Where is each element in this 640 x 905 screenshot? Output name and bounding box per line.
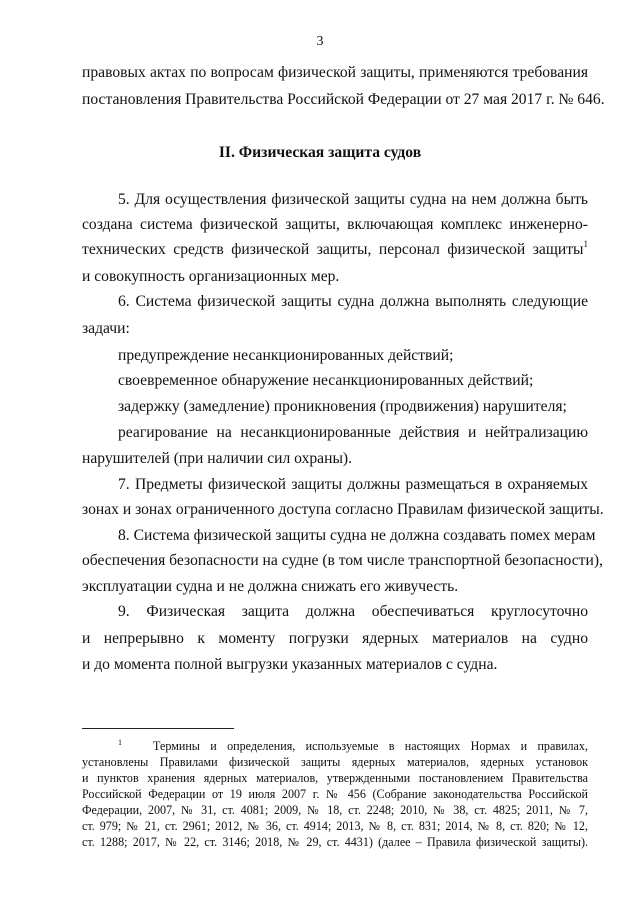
footnote-line-3: и пунктов хранения ядерных материалов, утвержденными постановлением Правительства [82, 771, 588, 785]
intro-line-1: правовых актах по вопросам физической защиты, применяются требования [82, 64, 588, 81]
footnote-line-5: Федерации, 2007, № 31, ст. 4081; 2009, № 18, ст. 2248; 2010, № 38, ст. 4825; 2011, № 7, [82, 803, 588, 817]
task-4-line-2: нарушителей (при наличии сил охраны). [82, 450, 353, 467]
task-3: задержку (замедление) проникновения (продвижения) нарушителя; [118, 398, 567, 415]
task-1: предупреждение несанкционированных действий; [118, 347, 454, 364]
footnote-line-7: ст. 1288; 2017, № 22, ст. 3146; 2018, № 29, ст. 4431) (далее – Правила физической защиты). [82, 835, 588, 849]
item-5-line-4: и совокупность организационных мер. [82, 268, 340, 285]
item-7-line-2: зонах и зонах ограниченного доступа согласно Правилам физической защиты. [82, 501, 604, 518]
intro-line-2: постановления Правительства Российской Федерации от 27 мая 2017 г. № 646. [82, 91, 605, 108]
task-2: своевременное обнаружение несанкционированных действий; [118, 372, 534, 389]
footnote-separator [82, 728, 234, 729]
item-5-line-3-text: технических средств физической защиты, персонал физической защиты [82, 241, 584, 258]
item-9-line-1: 9. Физическая защита должна обеспечиваться круглосуточно [118, 603, 588, 620]
task-4-line-1: реагирование на несанкционированные действия и нейтрализацию [118, 424, 588, 441]
item-7-line-1: 7. Предметы физической защиты должны размещаться в охраняемых [118, 476, 588, 493]
item-6-line-1: 6. Система физической защиты судна должна выполнять следующие [118, 293, 588, 310]
item-5-line-3 [82, 240, 588, 260]
item-5-line-1: 5. Для осуществления физической защиты судна на нем должна быть [118, 191, 588, 208]
footnote-line-4: Российской Федерации от 19 июля 2007 г. № 456 (Собрание законодательства Российской [82, 787, 588, 801]
footnote-line-2: установлены Правилами физической защиты ядерных материалов, ядерных установок [82, 755, 588, 769]
footnote-mark: 1 [118, 738, 122, 747]
item-8-line-3: эксплуатации судна и не должна снижать его живучесть. [82, 578, 459, 595]
item-9-line-3: и до момента полной выгрузки указанных материалов с судна. [82, 656, 498, 673]
item-6-line-2: задачи: [82, 320, 130, 337]
footnote-reference: 1 [583, 239, 588, 249]
item-8-line-2: обеспечения безопасности на судне (в том числе транспортной безопасности), [82, 552, 603, 569]
footnote-line-1-text: Термины и определения, используемые в настоящих Нормах и правилах, [153, 739, 588, 753]
item-5-line-2: создана система физической защиты, включающая комплекс инженерно- [82, 216, 588, 233]
footnote-line-6: ст. 979; № 21, ст. 2961; 2012, № 36, ст. 4914; 2013, № 8, ст. 831; 2014, № 8, ст. 820; № 12, [82, 819, 588, 833]
item-9-line-2: и непрерывно к моменту погрузки ядерных материалов на судно [82, 630, 588, 647]
item-8-line-1: 8. Система физической защиты судна не должна создавать помех мерам [118, 527, 596, 544]
page-number: 3 [316, 34, 324, 49]
footnote-line-1 [118, 738, 588, 754]
section-title: II. Физическая защита судов [218, 144, 422, 161]
